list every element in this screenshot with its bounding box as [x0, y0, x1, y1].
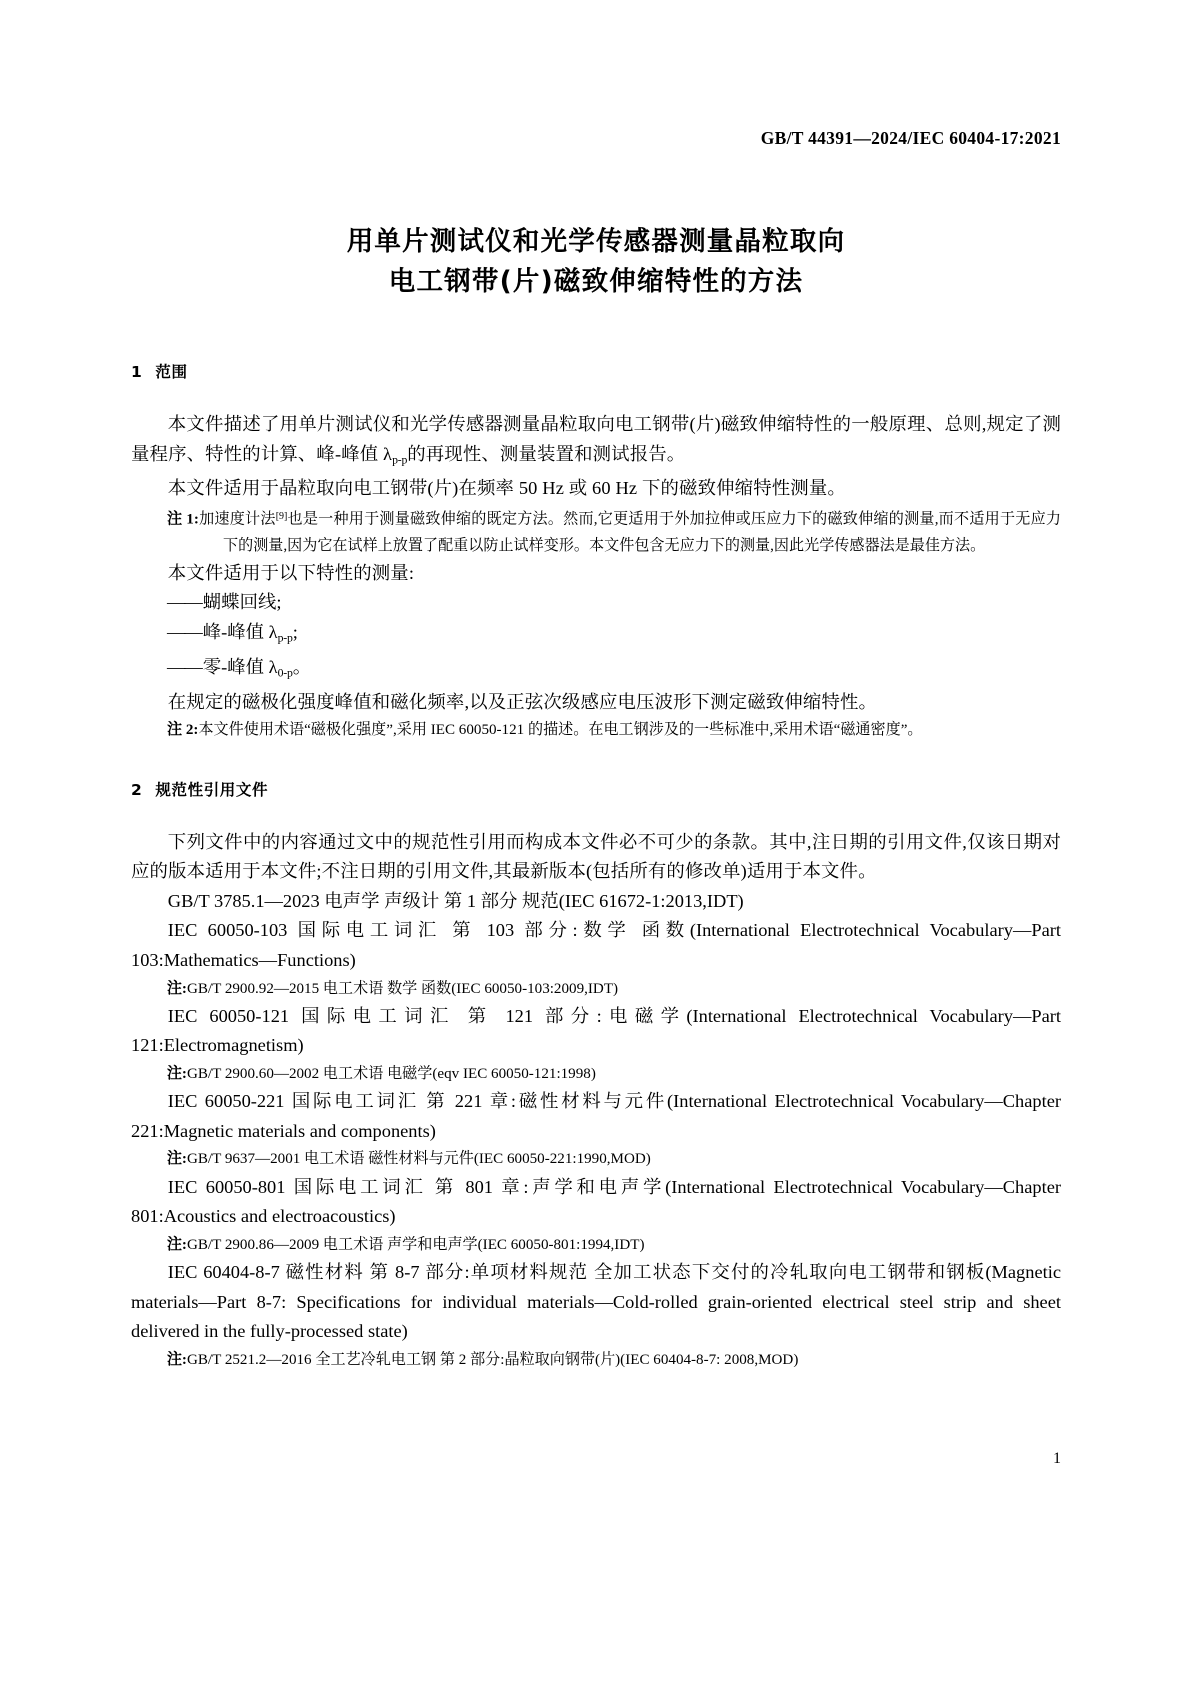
note-1-text-a: 加速度计法: [198, 511, 276, 528]
note-1-text-b: 也是一种用于测量磁致伸缩的既定方法。然而,它更适用于外加拉伸或压应力下的磁致伸缩的测量,而不适用于无应力下的测量,因为它在试样上放置了配重以防止试样变形。本文件包含无应力下的测量,因此光学传感器法是最佳方法。: [223, 511, 1061, 554]
list-dash: ——: [167, 622, 202, 643]
reference-note-text: GB/T 9637—2001 电工术语 磁性材料与元件(IEC 60050-221:1990,MOD): [186, 1151, 651, 1168]
page-content: [131, 0, 1061, 1685]
section-heading-scope: [131, 360, 1061, 384]
section-2-number: 2: [131, 780, 143, 799]
scope-p1-part-b: 的再现性、测量装置和测试报告。: [407, 443, 686, 464]
scope-paragraph-1: [131, 410, 1061, 474]
reference-entry: IEC 60050-221 国际电工词汇 第 221 章:磁性材料与元件(International Electrotechnical Vocabulary—Chapter 221:Magnetic materials and components): [131, 1091, 1061, 1141]
note-1-label: 注 1:: [167, 511, 199, 528]
scope-paragraph-4: 在规定的磁极化强度峰值和磁化频率,以及正弦次级感应电压波形下测定磁致伸缩特性。: [167, 691, 878, 712]
reference-entry: GB/T 3785.1—2023 电声学 声级计 第 1 部分 规范(IEC 61672-1:2013,IDT): [167, 890, 744, 911]
list-item: [131, 618, 1061, 653]
list-item-text: 零-峰值 λ: [202, 656, 278, 677]
running-header: GB/T 44391—2024/IEC 60404-17:2021: [760, 128, 1061, 148]
list-item: [131, 653, 1061, 688]
list-item-subscript: p-p: [277, 631, 293, 645]
reference-note-label: 注:: [166, 1065, 187, 1082]
title-line-2: 电工钢带(片)磁致伸缩特性的方法: [388, 266, 804, 297]
list-item-text: 峰-峰值 λ: [202, 622, 278, 643]
list-dash: ——: [167, 656, 202, 677]
reference-entry: IEC 60050-801 国际电工词汇 第 801 章:声学和电声学(International Electrotechnical Vocabulary—Chapter 801:Acoustics and electroacoustics): [131, 1176, 1061, 1227]
reference-note: [167, 976, 1061, 1002]
body-flow: [131, 360, 1061, 1373]
scope-paragraph-3: 本文件适用于以下特性的测量:: [167, 562, 415, 583]
section-2-title: 规范性引用文件: [155, 780, 269, 799]
list-dash: ——: [167, 592, 202, 613]
reference-entry: IEC 60050-121 国际电工词汇 第 121 部分:电磁学(International Electrotechnical Vocabulary—Part 121:Electromagnetism): [131, 1005, 1061, 1056]
note-2-text: 本文件使用术语“磁极化强度”,采用 IEC 60050-121 的描述。在电工钢涉及的一些标准中,采用术语“磁通密度”。: [198, 722, 923, 739]
reference-note-text: GB/T 2900.86—2009 电工术语 声学和电声学(IEC 60050-801:1994,IDT): [186, 1236, 645, 1253]
section-1-number: 1: [131, 363, 143, 381]
note-2-label: 注 2:: [167, 722, 199, 739]
list-item-subscript: 0-p: [277, 666, 293, 680]
reference-note-text: GB/T 2900.92—2015 电工术语 数学 函数(IEC 60050-103:2009,IDT): [186, 980, 619, 997]
reference-note: [167, 1146, 1061, 1172]
reference-entry: IEC 60404-8-7 磁性材料 第 8-7 部分:单项材料规范 全加工状态下交付的冷轧取向电工钢带和钢板(Magnetic materials—Part 8-7: Specifications for individual materials—Cold-rolled grain-oriented electrical steel strip and sheet delivered in the fully-processed state): [131, 1261, 1061, 1342]
scope-note-1: [167, 504, 1061, 559]
reference-note: [167, 1061, 1061, 1087]
reference-note-label: 注:: [166, 1351, 187, 1368]
document-title: [131, 222, 1061, 302]
reference-note-label: 注:: [166, 1151, 187, 1168]
note-1-reference-mark: [9]: [275, 511, 288, 523]
scope-paragraph-2: 本文件适用于晶粒取向电工钢带(片)在频率 50 Hz 或 60 Hz 下的磁致伸缩特性测量。: [167, 478, 846, 499]
scope-p1-subscript: p-p: [392, 452, 408, 466]
list-item-suffix: 。: [292, 656, 312, 677]
reference-note-label: 注:: [166, 980, 187, 997]
scope-note-2: [167, 717, 1061, 743]
reference-note-text: GB/T 2900.60—2002 电工术语 电磁学(eqv IEC 60050-121:1998): [186, 1065, 596, 1082]
list-item-text: 蝴蝶回线;: [202, 592, 282, 613]
page-number: 1: [1053, 1450, 1061, 1467]
section-heading-normative-references: [131, 778, 1061, 802]
reference-note-label: 注:: [166, 1236, 187, 1253]
list-item: [131, 588, 1061, 618]
section-1-title: 范围: [155, 363, 188, 381]
list-item-suffix: ;: [292, 622, 298, 643]
reference-note-text: GB/T 2521.2—2016 全工艺冷轧电工钢 第 2 部分:晶粒取向钢带(片)(IEC 60404-8-7: 2008,MOD): [186, 1351, 799, 1368]
reference-note: [167, 1347, 1061, 1373]
reference-entry: IEC 60050-103 国际电工词汇 第 103 部分:数学 函数(International Electrotechnical Vocabulary—Part 103:Mathematics—Functions): [131, 920, 1061, 970]
reference-note: [167, 1232, 1061, 1258]
scope-p1-part-a: 本文件描述了用单片测试仪和光学传感器测量晶粒取向电工钢带(片)磁致伸缩特性的一般原理、总则,规定了测量程序、特性的计算、峰-峰值 λ: [131, 414, 1061, 464]
title-line-1: 用单片测试仪和光学传感器测量晶粒取向: [346, 226, 846, 257]
normative-references-intro: 下列文件中的内容通过文中的规范性引用而构成本文件必不可少的条款。其中,注日期的引用文件,仅该日期对应的版本适用于本文件;不注日期的引用文件,其最新版本(包括所有的修改单)适用于本文件。: [131, 831, 1061, 882]
